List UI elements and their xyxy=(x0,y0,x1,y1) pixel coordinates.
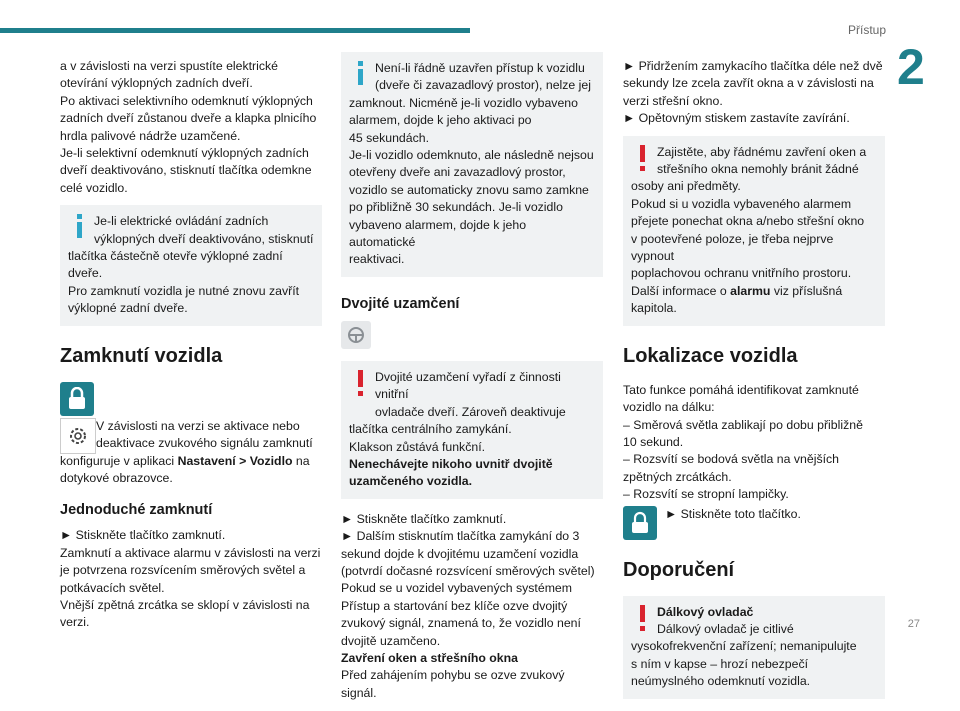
info-line: Není-li řádně uzavřen přístup k vozidlu xyxy=(375,61,585,75)
info-line: alarmem, dojde k jeho aktivaci po xyxy=(349,113,532,128)
body-line: ► Dalším stisknutím tlačítka zamykání do 3 xyxy=(341,529,580,544)
body-line: Vnější zpětná zrcátka se sklopí v závislosti na xyxy=(60,597,310,612)
settings-path: Nastavení > Vozidlo xyxy=(177,453,293,468)
settings-line: dotykové obrazovce. xyxy=(60,470,173,485)
page-number: 27 xyxy=(907,618,920,630)
info-line: dveře. xyxy=(68,266,103,281)
body-line: 10 sekund. xyxy=(623,434,684,449)
locate-step-text: ► Stiskněte toto tlačítko. xyxy=(665,506,801,521)
info-line: po přibližně 30 sekundách. Je-li vozidlo xyxy=(349,200,563,215)
heading-simple-lock: Jednoduché zamknutí xyxy=(60,502,213,519)
warning-line: tlačítka centrálního zamykání. xyxy=(349,422,512,437)
body-line: ► Opětovným stiskem zastavíte zavírání. xyxy=(623,111,850,126)
intro-line: dveří deaktivováno, stisknutí tlačítka odemkne xyxy=(60,163,312,178)
remote-title: Dálkový ovladač xyxy=(657,604,754,619)
warning-line: osoby ani předměty. xyxy=(631,179,741,194)
warning-box xyxy=(341,361,603,499)
warning-line: poplachovou ochranu vnitřního prostoru. xyxy=(631,266,852,281)
info-line: výklopné zadní dveře. xyxy=(68,301,188,316)
body-line: verzi střešní okno. xyxy=(623,93,723,108)
chapter-number: 2 xyxy=(897,39,925,95)
info-box xyxy=(341,52,603,277)
warning-line: kapitola. xyxy=(631,301,677,316)
body-line: ► Stiskněte tlačítko zamknutí. xyxy=(60,528,226,543)
intro-line: hrdla palivové nádrže uzamčené. xyxy=(60,128,241,143)
settings-note xyxy=(60,418,322,488)
body-line: verzi. xyxy=(60,615,90,630)
body-line: zvukový signál, znamená to, že vozidlo není xyxy=(341,616,581,631)
body-line: – Směrová světla zablikají po dobu přibližně xyxy=(623,417,863,432)
body-line: – Rozsvítí se bodová světla na vnějších xyxy=(623,452,839,467)
intro-line: zadních dveří zůstanou dveře a klapka plnicího xyxy=(60,111,317,126)
warning-line: Klakson zůstává funkční. xyxy=(349,439,486,454)
column-3 xyxy=(623,58,885,711)
info-line: vybaveno alarmem, dojde k jeho automatické xyxy=(349,217,527,250)
settings-line: V závislosti na verzi se aktivace nebo xyxy=(96,418,300,433)
heading-lock-vehicle: Zamknutí vozidla xyxy=(60,344,223,367)
locate-step xyxy=(623,506,885,540)
column-1 xyxy=(60,58,322,632)
warning-line: Nenechávejte nikoho uvnitř dvojitě xyxy=(349,456,553,471)
body-line: vozidlo na dálku: xyxy=(623,400,715,415)
warning-line: vysokofrekvenční zařízení; nemanipulujte xyxy=(631,639,857,654)
info-line: Je-li vozidlo odemknuto, ale následně nejsou xyxy=(349,148,594,163)
top-accent-bar xyxy=(0,28,470,33)
subheading-windows: Zavření oken a střešního okna xyxy=(341,650,518,665)
body-line: Pokud se u vozidel vybavených systémem xyxy=(341,581,573,596)
lock-tile-icon xyxy=(60,382,94,416)
info-line: tlačítka částečně otevře výklopné zadní xyxy=(68,249,283,264)
body-line: ► Přidržením zamykacího tlačítka déle než dvě xyxy=(623,59,883,73)
warning-line: přejete ponechat okna a/nebo střešní okno xyxy=(631,214,865,229)
heading-recommendations: Doporučení xyxy=(623,558,735,581)
column-2 xyxy=(341,52,603,702)
body-line: zpětných zrcátkách. xyxy=(623,469,732,484)
warning-line: Dvojité uzamčení vyřadí z činnosti vnitřní xyxy=(375,369,561,402)
intro-line: a v závislosti na verzi spustíte elektrické xyxy=(60,59,279,73)
info-line: reaktivaci. xyxy=(349,252,405,267)
steering-wheel-icon xyxy=(341,321,371,349)
warning-icon xyxy=(351,370,371,396)
body-line: Zamknutí a aktivace alarmu v závislosti na verzi xyxy=(60,545,321,560)
body-line: je potvrzena rozsvícením směrových světel a xyxy=(60,563,306,578)
warning-line: ovladače dveří. Zároveň deaktivuje xyxy=(375,404,566,419)
heading-locate-vehicle: Lokalizace vozidla xyxy=(623,344,798,367)
info-line: Pro zamknutí vozidla je nutné znovu zavřít xyxy=(68,283,300,298)
info-icon xyxy=(351,61,371,85)
settings-line: deaktivace zvukového signálu zamknutí xyxy=(96,436,313,451)
info-line: otevřeny dveře ani zavazadlový prostor, xyxy=(349,165,566,180)
body-line: ► Stiskněte tlačítko zamknutí. xyxy=(341,511,507,526)
body-line: dvojitě uzamčeno. xyxy=(341,633,441,648)
warning-line: Zajistěte, aby řádnému zavření oken a xyxy=(657,144,867,159)
warning-box xyxy=(623,596,885,699)
warning-line: Další informace o alarmu viz příslušná xyxy=(631,283,843,298)
body-line: – Rozsvítí se stropní lampičky. xyxy=(623,487,789,502)
warning-line: neúmyslného odemknutí vozidla. xyxy=(631,674,811,689)
info-line: Je-li elektrické ovládání zadních xyxy=(94,214,269,229)
body-line: Tato funkce pomáhá identifikovat zamknuté xyxy=(623,382,859,397)
info-line: (dveře či zavazadlový prostor), nelze jej xyxy=(375,78,591,93)
intro-line: Je-li selektivní odemknutí výklopných zadních xyxy=(60,146,309,161)
info-icon xyxy=(70,214,90,238)
heading-double-lock: Dvojité uzamčení xyxy=(341,295,460,312)
body-line: (potvrdí dočasné rozsvícení směrových světel) xyxy=(341,563,595,578)
info-box xyxy=(60,205,322,325)
settings-gear-icon xyxy=(60,418,96,454)
settings-line: konfiguruje v aplikaci Nastavení > Vozidlo na xyxy=(60,453,310,468)
warning-line: s ním v kapse – hrozí nebezpečí xyxy=(631,656,809,671)
intro-line: celé vozidlo. xyxy=(60,180,128,195)
info-line: výklopných dveří deaktivováno, stisknutí xyxy=(94,231,314,246)
warning-icon xyxy=(633,145,653,171)
body-line: Přístup a startování bez klíče ozve dvojitý xyxy=(341,598,568,613)
intro-line: otevírání výklopných zadních dveří. xyxy=(60,76,253,91)
warning-line: střešního okna nemohly bránit žádné xyxy=(657,162,859,177)
alarm-keyword: alarmu xyxy=(730,283,771,298)
warning-line: Pokud si u vozidla vybaveného alarmem xyxy=(631,196,852,211)
warning-icon xyxy=(633,605,653,631)
intro-line: Po aktivaci selektivního odemknutí výklopných xyxy=(60,93,313,108)
warning-line: uzamčeného vozidla. xyxy=(349,474,472,489)
warning-box xyxy=(623,136,885,326)
locate-button-icon xyxy=(623,506,657,540)
info-line: zamknout. Nicméně je-li vozidlo vybaveno xyxy=(349,95,578,110)
body-line: Před zahájením pohybu se ozve zvukový signál. xyxy=(341,668,565,700)
info-line: vozidlo se automaticky znovu samo zamkne xyxy=(349,182,589,197)
section-label: Přístup xyxy=(847,23,886,37)
warning-line: v pootevřené poloze, je třeba nejprve vypnout xyxy=(631,231,834,264)
body-line: sekundy lze zcela zavřít okna a v závislosti na xyxy=(623,76,874,91)
warning-line: Dálkový ovladač je citlivé xyxy=(657,621,794,636)
body-line: potkávacích světel. xyxy=(60,580,165,595)
body-line: sekund dojde k dvojitému uzamčení vozidla xyxy=(341,546,579,561)
info-line: 45 sekundách. xyxy=(349,130,429,145)
